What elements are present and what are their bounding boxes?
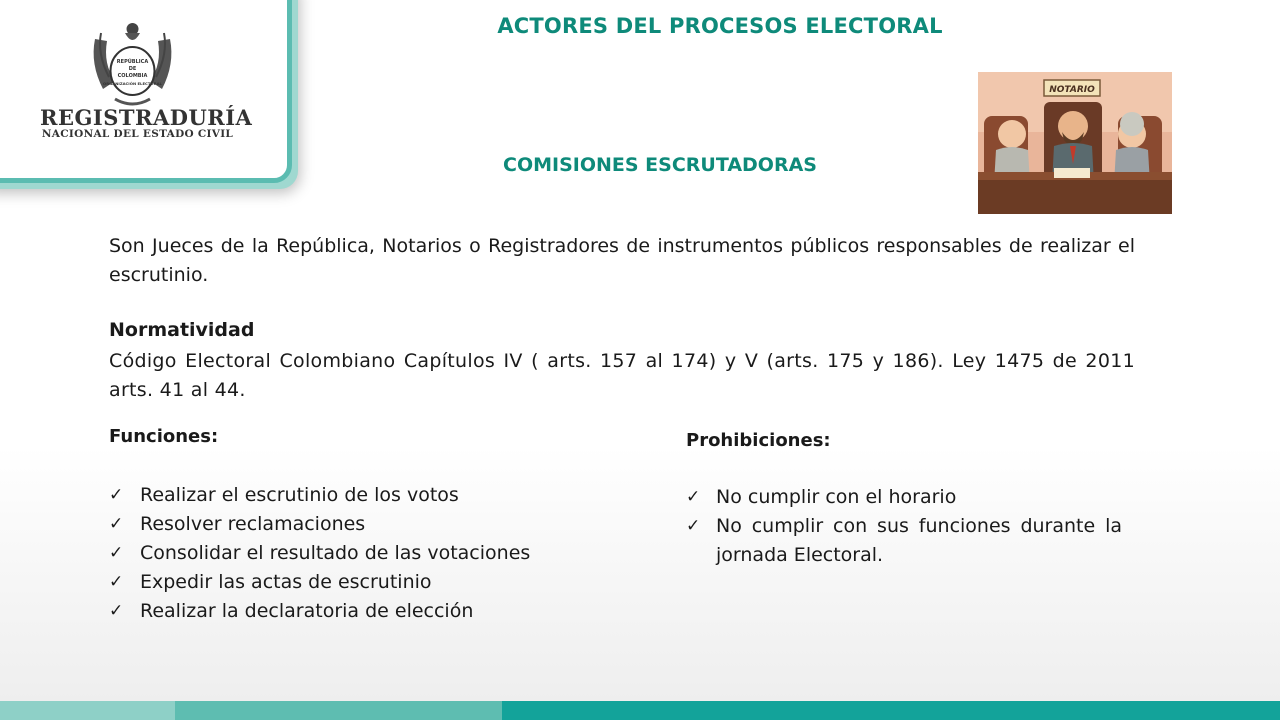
list-item xyxy=(109,481,530,510)
prohibiciones-heading: Prohibiciones: xyxy=(686,430,831,451)
seal-line-1: REPÚBLICA xyxy=(116,59,149,65)
prohibicion-text: No cumplir con el horario xyxy=(716,486,957,508)
funcion-text: Resolver reclamaciones xyxy=(140,513,366,535)
list-item xyxy=(686,483,1122,512)
logo-name: REGISTRADURÍA xyxy=(40,105,253,130)
notary-sign-text: NOTARIO xyxy=(1049,85,1095,95)
list-item xyxy=(109,568,530,597)
funcion-text: Realizar el escrutinio de los votos xyxy=(140,484,459,506)
logo-subtitle: NACIONAL DEL ESTADO CIVIL xyxy=(41,128,234,140)
list-item xyxy=(686,512,1122,570)
funciones-heading: Funciones: xyxy=(109,426,219,447)
seal-line-2: DE xyxy=(128,66,137,72)
seal-line-4: ORGANIZACIÓN ELECTORAL xyxy=(103,81,162,86)
checkmark-icon: ✓ xyxy=(686,487,701,507)
section-title: COMISIONES ESCRUTADORAS xyxy=(503,154,817,176)
list-item xyxy=(109,510,530,539)
checkmark-icon: ✓ xyxy=(109,485,124,505)
footer-bar-light xyxy=(0,701,175,720)
funcion-text: Consolidar el resultado de las votaciones xyxy=(140,542,531,564)
prohibicion-text: No cumplir con sus funciones durante la jornada Electoral. xyxy=(716,515,1122,566)
list-item xyxy=(109,597,530,626)
intro-text: Son Jueces de la República, Notarios o Registradores de instrumentos públicos responsables de realizar el escrutinio. xyxy=(109,235,1135,286)
checkmark-icon: ✓ xyxy=(109,601,124,621)
funcion-text: Expedir las actas de escrutinio xyxy=(140,571,432,593)
checkmark-icon: ✓ xyxy=(109,543,124,563)
funcion-text: Realizar la declaratoria de elección xyxy=(140,600,474,622)
list-item xyxy=(109,539,530,568)
logo-card xyxy=(0,0,292,183)
checkmark-icon: ✓ xyxy=(109,514,124,534)
funciones-list xyxy=(109,481,530,626)
normatividad-text: Código Electoral Colombiano Capítulos IV ( arts. 157 al 174) y V (arts. 175 y 186). Ley 1475 de 2011 arts. 41 al 44. xyxy=(109,350,1135,401)
page-title: ACTORES DEL PROCESOS ELECTORAL xyxy=(497,14,943,38)
footer-bar-mid xyxy=(175,701,502,720)
notary-illustration xyxy=(978,72,1172,214)
footer-bar-dark xyxy=(502,701,1280,720)
seal-line-3: COLOMBIA xyxy=(117,73,148,79)
eagle-seal-icon xyxy=(85,19,180,109)
checkmark-icon: ✓ xyxy=(109,572,124,592)
prohibiciones-list xyxy=(686,483,1122,570)
normatividad-heading: Normatividad xyxy=(109,319,255,341)
checkmark-icon: ✓ xyxy=(686,516,701,536)
intro-paragraph xyxy=(109,232,1135,290)
